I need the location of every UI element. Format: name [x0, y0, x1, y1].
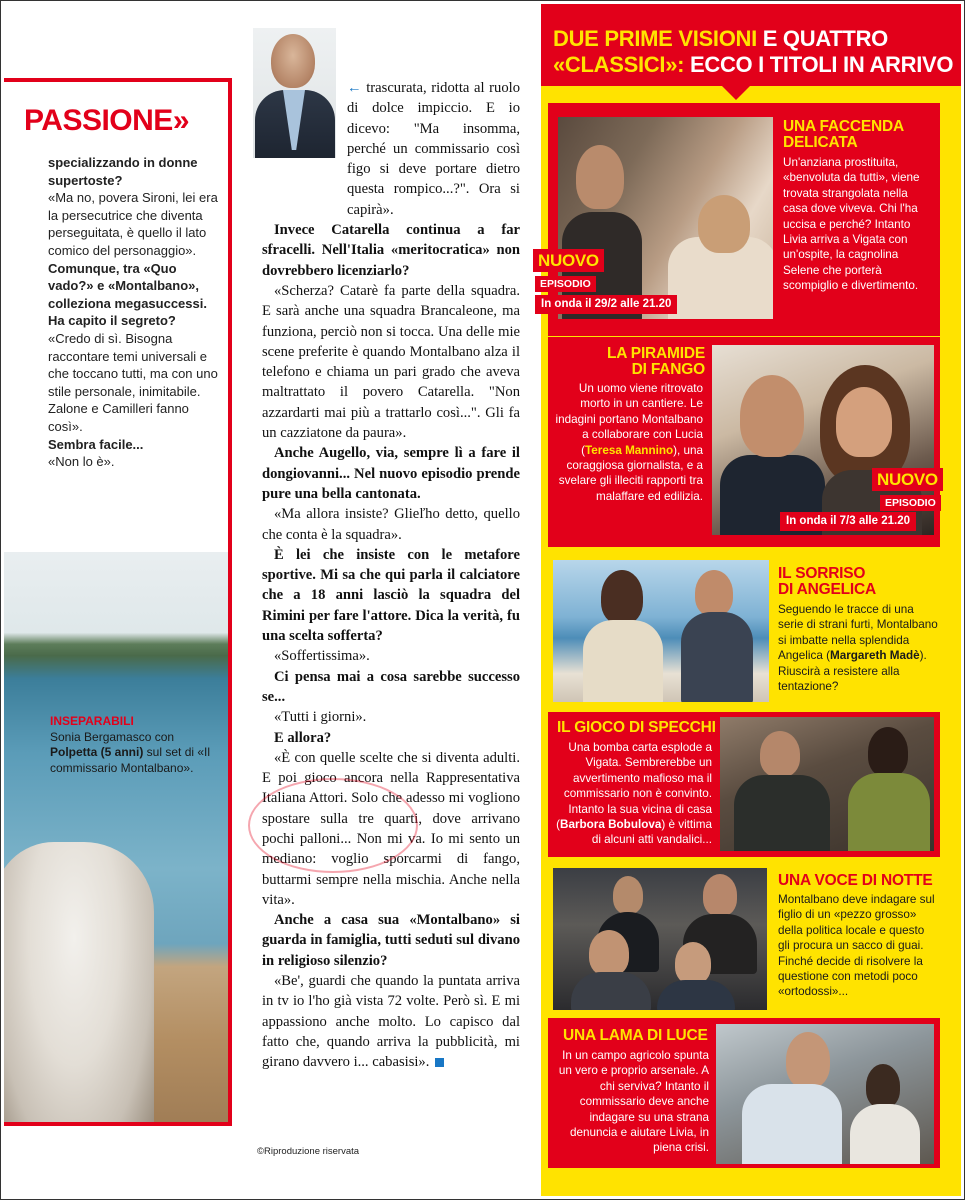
copyright-credit: ©Riproduzione riservata [257, 1146, 360, 1157]
answer: ← trascurata, ridotta al ruolo di dolce impiccio. E io dicevo: "Ma insomma, perché un commissario così figo si deve portare dietro questa rompico...?". Ora si capirà». [347, 80, 520, 218]
answer: «Be', guardi che quando la puntata arriva in tv io l'ho già vista 72 volte. Però sì. E mi appassiono anche molto. Lo capisco dal fatto che, quando arriva la pubblicità, mi girano davvero i... cabasisi». [262, 973, 520, 1071]
end-mark-icon [435, 1058, 444, 1067]
episode-photo [720, 717, 934, 851]
episode-badge: EPISODIO [535, 276, 596, 292]
question: Anche a casa sua «Montalbano» si guarda in famiglia, tutti seduti sul divano in religioso silenzio? [262, 912, 520, 969]
answer: «Scherza? Catarè fa parte della squadra. E sarà anche una squadra Brancaleone, ma funziona, perciò non si tocca. Una delle mie scene preferite è quando Montalbano alza il telefono e chiama un pari grado che aveva maltrattato il povero Catarella. "Non azzardarti mai più a trattarlo così...". Gli fa un cazziatone da paura». [262, 282, 520, 442]
episode-photo [553, 560, 769, 702]
section-title: UNA VOCE DI NOTTE [778, 872, 933, 889]
section-title: IL GIOCO DI SPECCHI [557, 719, 716, 736]
section-title: IL SORRISO DI ANGELICA [778, 565, 876, 598]
question: Comunque, tra «Quo vado?» e «Montalbano», colleziona megasuccessi. Ha capito il segreto? [48, 260, 207, 329]
answer: «Ma no, povera Sironi, lei era la persecutrice che diventa perseguitata, è quello il lato comico del personaggio». [48, 190, 218, 258]
caption-text: Sonia Bergamasco con [50, 729, 175, 744]
section-body: Seguendo le tracce di una serie di strani furti, Montalbano si imbatte nella splendida Angelica (Margareth Madè). Riuscirà a resistere alla tentazione? [778, 603, 938, 694]
question: specializzando in donne supertoste? [48, 155, 198, 188]
answer: «Soffertissima». [274, 648, 370, 665]
dog-photo [4, 842, 154, 1126]
caption-label: INSEPARABILI [50, 714, 134, 728]
section-body: In un campo agricolo spunta un vero e proprio arsenale. A chi serviva? Intanto il commissario deve anche indagare su una strana denuncia e aiutare Livia, in piena crisi. [558, 1049, 709, 1155]
answer: «Credo di sì. Bisogna raccontare temi universali e che toccano tutti, ma con uno stile personale, inimitabile. Zalone e Camilleri fanno così». [48, 330, 218, 434]
answer: «Tutti i giorni». [274, 709, 367, 726]
air-date: In onda il 7/3 alle 21.20 [780, 512, 916, 531]
air-date: In onda il 29/2 alle 21.20 [535, 295, 677, 314]
left-sidebar [4, 78, 232, 1126]
caption-text-end: sul set di «Il commissario Montalbano». [50, 745, 211, 775]
answer: «Non lo è». [48, 454, 115, 470]
question: È lei che insiste con le metafore sportive. Mi sa che qui parla il calciatore che a 18 anni lasciò la squadra del Rimini per fare l'attore. Dica la verità, fu una scelta sofferta? [262, 546, 520, 645]
left-interview [48, 154, 223, 471]
episode-photo [716, 1024, 934, 1164]
new-badge: NUOVO [872, 468, 943, 491]
header-notch [720, 84, 752, 100]
header-line-2: «CLASSICI»: ECCO I TITOLI IN ARRIVO [553, 52, 954, 77]
section-title: UNA LAMA DI LUCE [563, 1027, 708, 1044]
question: Sembra facile... [48, 436, 144, 452]
question: Invece Catarella continua a far sfracelli. Nell'Italia «meritocratica» non dovrebbero licenziarlo? [262, 222, 520, 279]
left-title: PASSIONE» [24, 104, 189, 137]
caption-strong: Polpetta (5 anni) [50, 745, 144, 759]
photo-caption [50, 714, 220, 776]
section-title: UNA FACCENDA DELICATA [783, 118, 905, 151]
question: Anche Augello, via, sempre lì a fare il dongiovanni... Nel nuovo episodio prende pure una bella cantonata. [262, 445, 520, 502]
section-body: Un'anziana prostituita, «benvoluta da tutti», viene trovata strangolata nella casa dove viveva. Chi l'ha uccisa e perché? Intanto Livia arriva a Vigata con un'ospite, la cagnolina Selene che porterà scompiglio e divertimento. [783, 156, 920, 293]
answer: «È con quelle scelte che si diventa adulti. E poi gioco ancora nella Rappresentativa Italiana Attori. Solo che adesso mi vogliono spostare sulla tre quarti, dove arrivano pochi palloni... Non mi va. Io mi sento un mediano: voglio sporcarmi di fango, buttarmi sempre nella mischia. Anche nella vita». [262, 749, 520, 908]
continue-arrow-icon: ← [347, 80, 362, 96]
new-badge: NUOVO [533, 249, 604, 272]
question: E allora? [274, 729, 332, 746]
episode-photo [553, 868, 767, 1010]
section-title: LA PIRAMIDE DI FANGO [607, 345, 705, 378]
episode-badge: EPISODIO [880, 495, 941, 511]
question: Ci pensa mai a cosa sarebbe successo se... [262, 668, 520, 705]
section-body: Un uomo viene ritrovato morto in un cantiere. Le indagini portano Montalbano a collaborare con Lucia (Teresa Mannino), una coraggiosa giornalista, e a svelare gli illeciti rapporti tra malaffare ed edilizia. [555, 382, 703, 503]
answer: «Ma allora insiste? Glieľho detto, quello che conta è la squadra». [262, 506, 520, 543]
section-body: Una bomba carta esplode a Vigata. Sembrerebbe un avvertimento mafioso ma il commissario non è convinto. Intanto la sua vicina di casa (Barbora Bobulova) è vittima di alcuni atti vandalici... [556, 741, 712, 847]
header-line-1: DUE PRIME VISIONI E QUATTRO [553, 26, 888, 51]
section-body: Montalbano deve indagare sul figlio di un «pezzo grosso» della politica locale e questo gli procura un sacco di guai. Finché decide di risolvere la questione con metodi poco «ortodossi»... [778, 893, 935, 999]
main-article [262, 78, 520, 1073]
